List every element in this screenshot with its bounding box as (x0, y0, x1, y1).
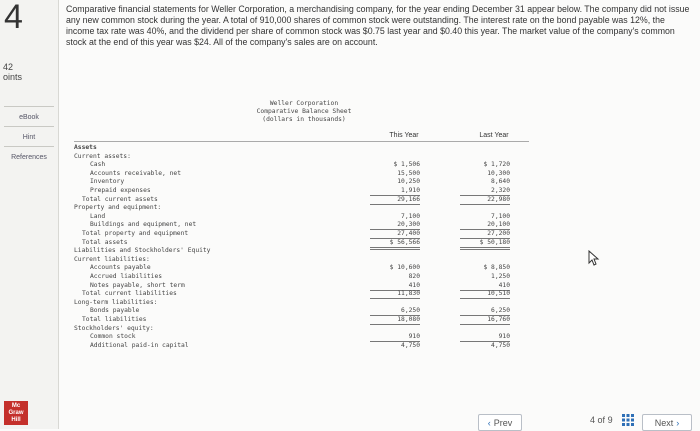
row-label: Accounts payable (90, 264, 151, 272)
row-label: Accounts receivable, net (90, 169, 181, 177)
row-label: Assets (74, 144, 97, 151)
value-last-year: 4,750 (491, 341, 510, 349)
row-label: Liabilities and Stockholders' Equity (74, 247, 211, 255)
value-last-year: 410 (460, 282, 510, 291)
statement-row (74, 204, 529, 212)
value-this-year: 820 (408, 273, 420, 280)
row-label: Current assets: (74, 152, 131, 160)
value-last-year: $ 50,180 (460, 239, 510, 250)
prev-label: Prev (493, 417, 513, 428)
statement-row (74, 307, 529, 315)
row-label: Cash (90, 161, 106, 169)
value-last-year: 2,320 (460, 187, 510, 196)
statement-row (74, 273, 529, 281)
column-last-year: Last Year (479, 132, 509, 139)
value-last-year: 1,250 (491, 273, 510, 280)
left-sidebar (0, 0, 59, 429)
chevron-left-icon: ‹ (487, 417, 491, 428)
statement-row (74, 153, 529, 161)
value-this-year: 11,830 (370, 290, 420, 299)
row-label: Property and equipment: (74, 204, 162, 212)
row-label: Buildings and equipment, net (90, 221, 197, 229)
value-last-year: 10,300 (487, 169, 510, 177)
value-this-year: 410 (370, 282, 420, 291)
next-button[interactable] (642, 414, 692, 431)
statement-row (74, 325, 529, 333)
bottom-navigation (470, 412, 700, 429)
row-label: Additional paid-in capital (90, 341, 189, 349)
grid-icon[interactable] (622, 414, 634, 426)
row-label: Inventory (90, 178, 125, 186)
company-name: Weller Corporation (269, 100, 339, 107)
row-label: Total property and equipment (82, 230, 189, 237)
value-this-year: 6,250 (370, 307, 420, 316)
statement-title: Comparative Balance Sheet (256, 108, 352, 115)
value-last-year: 27,200 (460, 230, 510, 239)
statement-units: (dollars in thousands) (262, 116, 346, 123)
statement-row (74, 187, 529, 195)
statement-row (74, 196, 529, 204)
page-total: 9 (607, 415, 613, 425)
value-last-year: 910 (460, 333, 510, 342)
value-last-year: 10,510 (460, 290, 510, 299)
hint-button[interactable] (4, 126, 54, 147)
statement-row (74, 299, 529, 307)
statement-row (74, 290, 529, 298)
statement-row (74, 161, 529, 169)
value-this-year: $ 1,506 (393, 161, 420, 169)
value-last-year: 6,250 (460, 307, 510, 316)
value-this-year: 4,750 (401, 341, 420, 349)
value-last-year: 7,100 (491, 212, 510, 220)
header-divider (74, 141, 529, 142)
balance-sheet (74, 100, 529, 400)
mouse-cursor-icon (587, 250, 601, 266)
statement-row (74, 170, 529, 178)
value-this-year: $ 10,600 (389, 264, 420, 272)
row-label: Total current assets (82, 195, 158, 203)
value-this-year: 29,166 (370, 196, 420, 205)
statement-row (74, 247, 529, 255)
mcgraw-hill-logo (4, 401, 28, 425)
value-last-year: $ 8,850 (483, 264, 510, 272)
points-label: oints (3, 72, 23, 82)
row-label: Land (90, 212, 106, 220)
statement-header (234, 100, 374, 124)
column-this-year: This Year (389, 132, 419, 139)
prev-button[interactable] (478, 414, 522, 431)
row-label: Current liabilities: (74, 255, 150, 263)
value-last-year: 20,100 (460, 221, 510, 230)
ebook-button[interactable] (4, 106, 54, 127)
row-label: Notes payable, short term (90, 281, 185, 289)
statement-row (74, 256, 529, 264)
value-this-year: 18,080 (370, 316, 420, 325)
statement-row (74, 230, 529, 238)
points-value: 42 (3, 62, 14, 72)
row-label: Total current liabilities (82, 290, 177, 298)
problem-text: Comparative financial statements for Weller Corporation, a merchandising company, for the year ending December 31 appear below. The company did not issue any new common stock during the year. A total of 910,000 shares of common stock were outstanding. The interest rate on the bond payable was 12%, the income tax rate was 40%, and the dividend per share of common stock was $0.75 last year and $0.40 this year. The market value of the company's common stock at the end of this year was $24. All of the company's sales are on account. (66, 4, 690, 47)
logo-line-2: Graw (8, 409, 24, 416)
statement-row (74, 264, 529, 272)
statement-row (74, 333, 529, 341)
value-this-year: 20,300 (370, 221, 420, 230)
row-label: Total liabilities (82, 316, 147, 323)
logo-line-3: Hill (11, 416, 21, 423)
statement-row (74, 144, 529, 152)
statement-row (74, 213, 529, 221)
logo-line-1: Mc (11, 402, 21, 409)
ebook-label: eBook (19, 113, 39, 121)
value-this-year: 10,250 (397, 178, 420, 186)
row-label: Total assets (82, 238, 128, 246)
points-info (3, 62, 22, 82)
statement-row (74, 282, 529, 290)
references-label: References (11, 153, 47, 161)
value-this-year: 15,500 (397, 169, 420, 177)
page-current: 4 (590, 415, 596, 425)
value-this-year: 7,100 (401, 212, 420, 220)
page-indicator (590, 415, 613, 425)
chevron-right-icon: › (676, 417, 680, 428)
next-label: Next (654, 417, 674, 428)
value-this-year: 910 (370, 333, 420, 342)
statement-row (74, 178, 529, 186)
value-this-year: $ 56,566 (370, 239, 420, 250)
statement-row (74, 316, 529, 324)
hint-label: Hint (22, 133, 36, 141)
value-last-year: 16,760 (460, 316, 510, 325)
page-of: of (597, 415, 606, 425)
statement-row (74, 342, 529, 350)
row-label: Common stock (90, 333, 136, 341)
question-number: 4 (4, 0, 23, 36)
row-label: Bonds payable (90, 307, 140, 315)
row-label: Long-term liabilities: (74, 298, 158, 306)
value-last-year: 8,640 (491, 178, 510, 186)
statement-row (74, 221, 529, 229)
value-last-year: $ 1,720 (483, 161, 510, 169)
value-last-year: 22,980 (460, 196, 510, 205)
row-label: Stockholders' equity: (74, 324, 154, 332)
value-this-year: 27,400 (370, 230, 420, 239)
value-this-year: 1,910 (370, 187, 420, 196)
row-label: Prepaid expenses (90, 187, 151, 194)
statement-row (74, 239, 529, 247)
row-label: Accrued liabilities (90, 273, 163, 280)
references-button[interactable] (4, 146, 54, 167)
